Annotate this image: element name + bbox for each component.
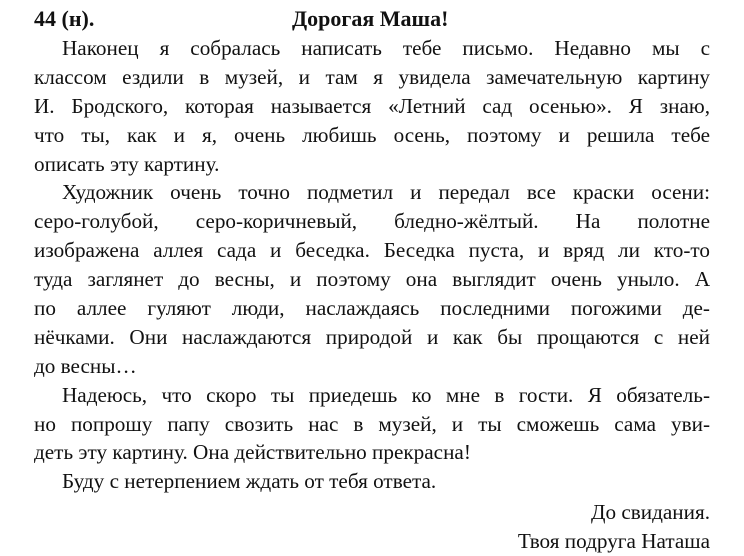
text-line: что ты, как и я, очень любишь осень, поэтому и решила тебе xyxy=(34,122,710,147)
text-line: изображена аллея сада и беседка. Беседка пуста, и вряд ли кто-то xyxy=(34,238,710,263)
text-line: Художник очень точно подметил и передал все краски осени: xyxy=(62,180,710,205)
paragraph-3 xyxy=(34,381,710,468)
text-line: серо-голубой, серо-коричневый, бледно-жёлтый. На полотне xyxy=(34,209,710,234)
paragraph-4 xyxy=(34,467,710,496)
text-line: по аллее гуляют люди, наслаждаясь последними погожими де- xyxy=(34,296,710,321)
text-line: до весны… xyxy=(34,353,137,378)
text-line: И. Бродского, которая называется «Летний сад осенью». Я знаю, xyxy=(34,93,710,118)
text-line: нёчками. Они наслаждаются природой и как бы прощаются с ней xyxy=(34,324,710,349)
text-line: деть эту картину. Она действительно прекрасна! xyxy=(34,440,471,465)
letter-body xyxy=(34,34,710,556)
text-line: Наконец я собралась написать тебе письмо. Недавно мы с xyxy=(62,36,710,60)
text-line: Надеюсь, что скоро ты приедешь ко мне в гости. Я обязатель- xyxy=(62,382,710,407)
text-line: туда заглянет до весны, и поэтому она выглядит очень уныло. А xyxy=(34,267,710,292)
text-line: классом ездили в музей, и там я увидела замечательную картину xyxy=(34,64,710,89)
paragraph-1 xyxy=(34,34,710,178)
text-line: но попрошу папу свозить нас в музей, и ты сможешь сама уви- xyxy=(34,411,710,436)
text-line: Буду с нетерпением ждать от тебя ответа. xyxy=(62,469,437,494)
letter-title: Дорогая Маша! xyxy=(292,6,449,31)
heading-row xyxy=(0,4,744,34)
paragraph-2 xyxy=(34,178,710,380)
text-line: описать эту картину. xyxy=(34,151,220,176)
exercise-number: 44 (н). xyxy=(34,6,95,31)
farewell: До свидания. xyxy=(591,500,710,525)
signature: Твоя подруга Наташа xyxy=(517,529,710,554)
